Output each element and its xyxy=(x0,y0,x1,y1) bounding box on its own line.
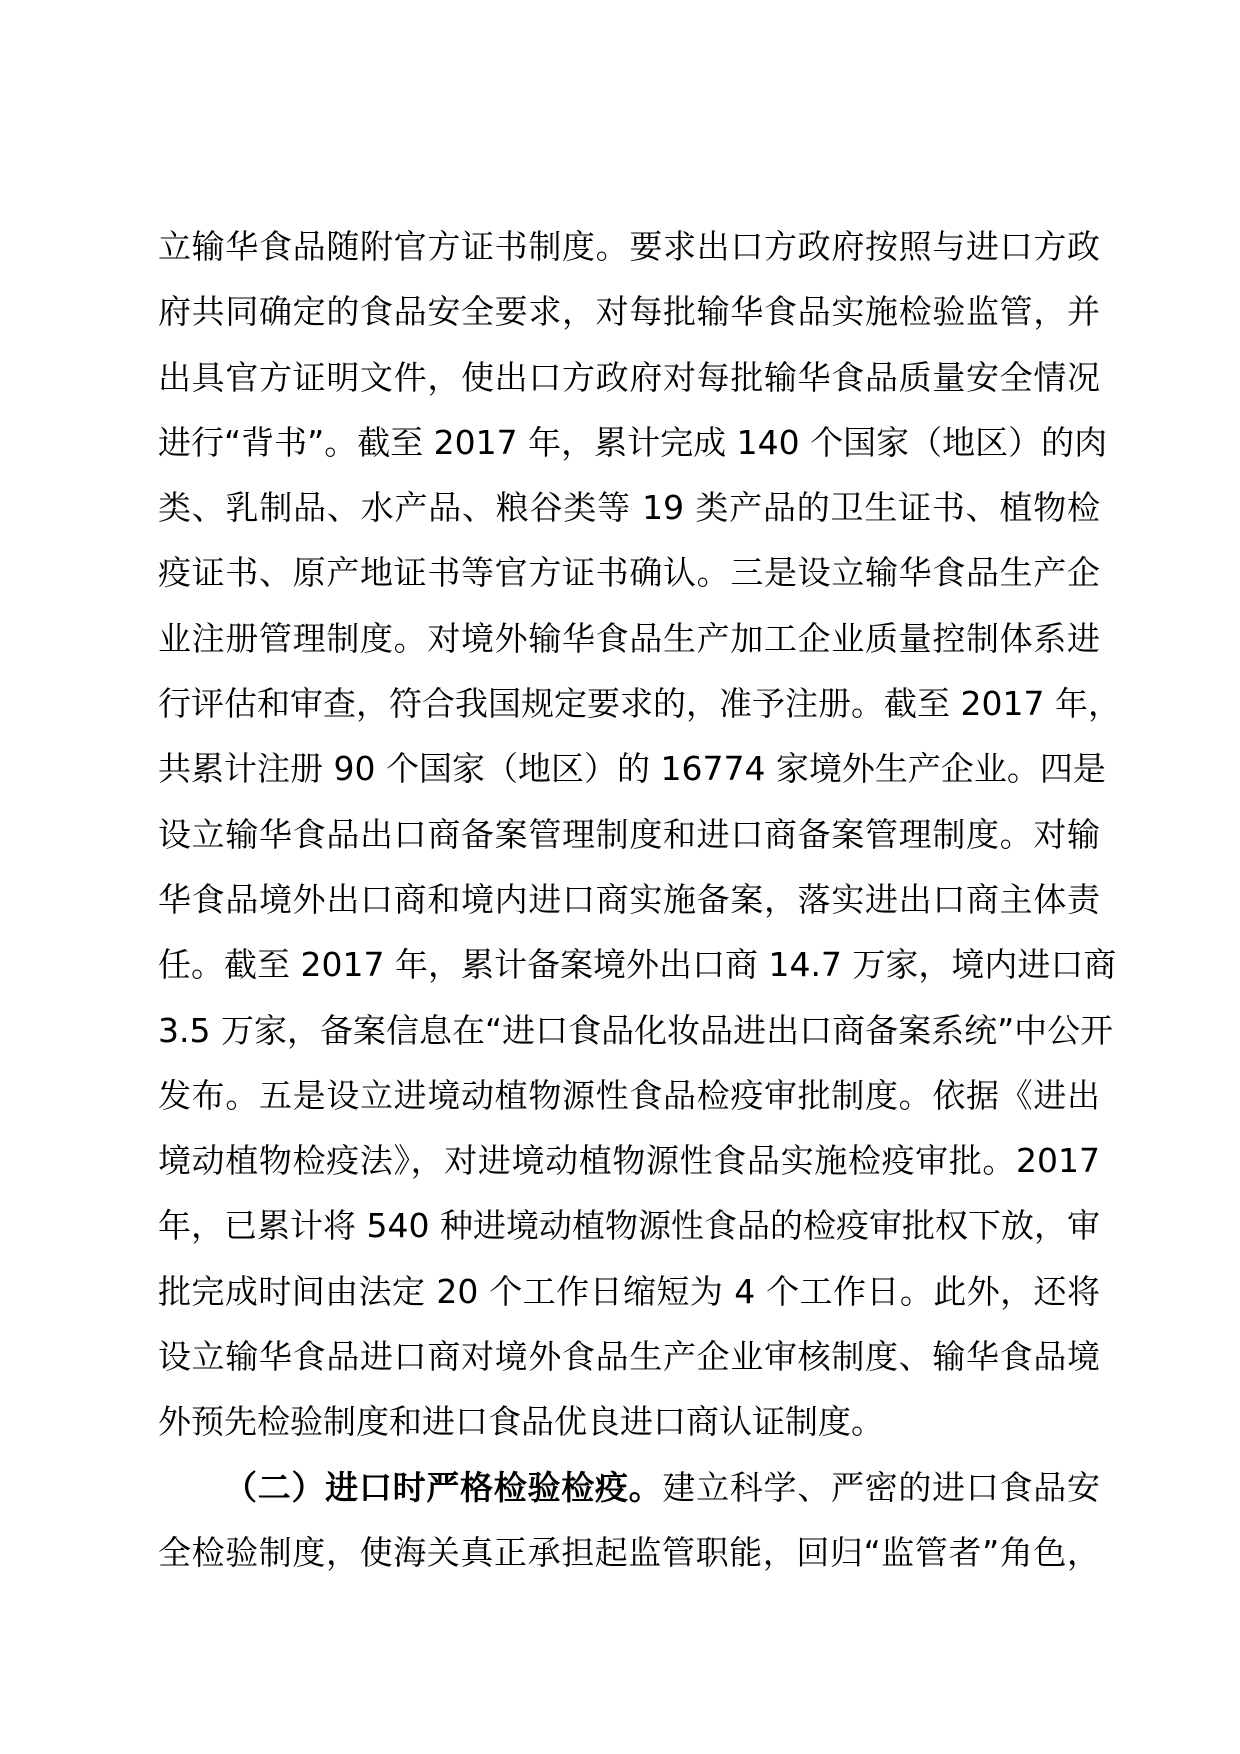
text-line: 共累计注册 90 个国家（地区）的 16774 家境外生产企业。四是 xyxy=(158,749,1106,789)
text-line: 华食品境外出口商和境内进口商实施备案，落实进出口商主体责 xyxy=(158,879,1100,919)
text-line: 行评估和审查，符合我国规定要求的，准予注册。截至 2017 年， xyxy=(158,684,1121,724)
text-line: 外预先检验制度和进口食品优良进口商认证制度。 xyxy=(158,1402,884,1442)
text-line: 业注册管理制度。对境外输华食品生产加工企业质量控制体系进 xyxy=(158,618,1100,658)
section-text: 建立科学、严密的进口食品安 xyxy=(662,1467,1101,1507)
text-line: 设立输华食品进口商对境外食品生产企业审核制度、输华食品境 xyxy=(158,1337,1100,1377)
text-line: 年，已累计将 540 种进境动植物源性食品的检疫审批权下放，审 xyxy=(158,1206,1100,1246)
text-line: 3.5 万家，备案信息在“进口食品化妆品进出口商备案系统”中公开 xyxy=(158,1010,1114,1050)
text-line: 设立输华食品出口商备案管理制度和进口商备案管理制度。对输 xyxy=(158,814,1100,854)
text-line: 立输华食品随附官方证书制度。要求出口方政府按照与进口方政 xyxy=(158,227,1100,266)
text-line: 疫证书、原产地证书等官方证书确认。三是设立输华食品生产企 xyxy=(158,553,1100,593)
section-paragraph-start xyxy=(158,1455,1100,1520)
document-page xyxy=(158,214,1121,1585)
text-line: 境动植物检疫法》，对进境动植物源性食品实施检疫审批。2017 xyxy=(158,1141,1100,1181)
text-line: 类、乳制品、水产品、粮谷类等 19 类产品的卫生证书、植物检 xyxy=(158,488,1100,528)
text-line: 批完成时间由法定 20 个工作日缩短为 4 个工作日。此外，还将 xyxy=(158,1271,1100,1311)
section-heading: （二）进口时严格检验检疫。 xyxy=(224,1467,663,1507)
text-line: 发布。五是设立进境动植物源性食品检疫审批制度。依据《进出 xyxy=(158,1075,1100,1115)
text-line: 府共同确定的食品安全要求，对每批输华食品实施检验监管，并 xyxy=(158,292,1100,332)
text-line: 出具官方证明文件，使出口方政府对每批输华食品质量安全情况 xyxy=(158,357,1100,397)
text-line: 进行“背书”。截至 2017 年，累计完成 140 个国家（地区）的肉 xyxy=(158,422,1108,462)
text-line: 全检验制度，使海关真正承担起监管职能，回归“监管者”角色， xyxy=(158,1532,1100,1572)
text-line: 任。截至 2017 年，累计备案境外出口商 14.7 万家，境内进口商 xyxy=(158,945,1117,985)
